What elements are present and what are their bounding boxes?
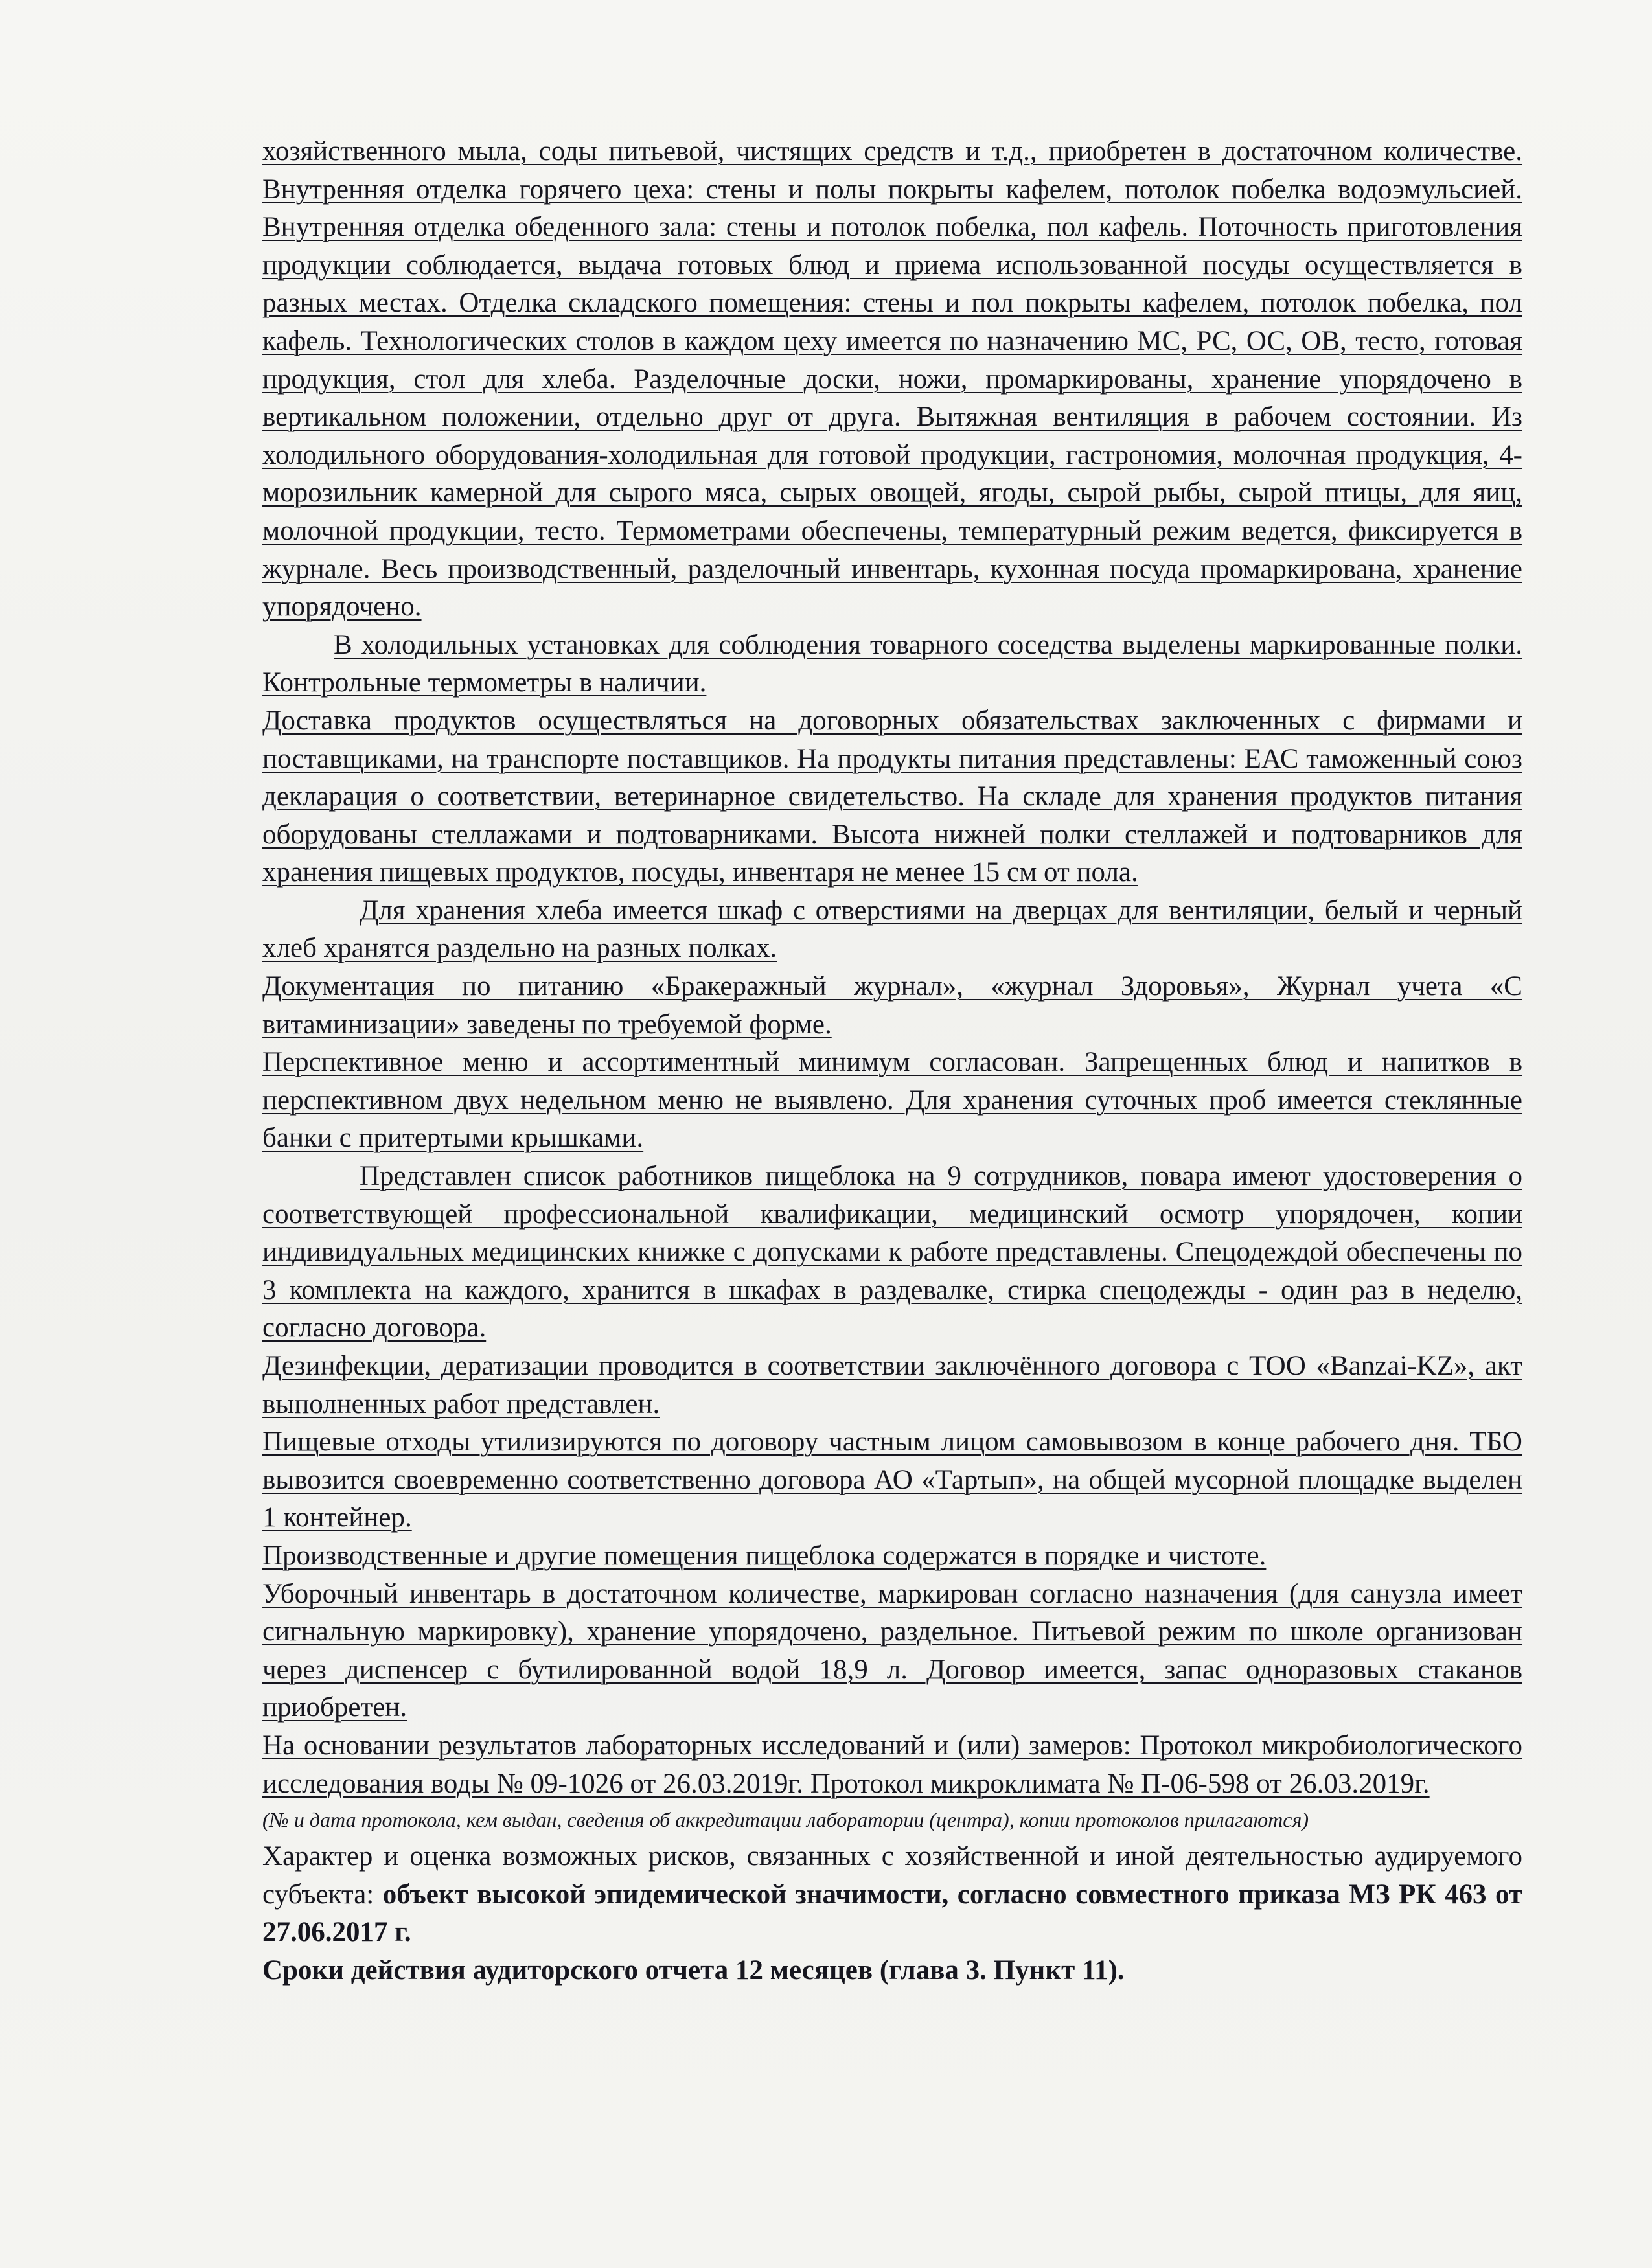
paragraph-staff: Представлен список работников пищеблока на 9 сотрудников, повара имеют удостоверения о соответствующей профессиональной квалификации, медицинский осмотр упорядочен, копии индивидуальных медицинских книжке с допусками к работе представлены. Спецодеждой обеспечены по 3 комплекта на каждого, хранится в шкафах в раздевалке, стирка спецодежды - один раз в неделю, согласно договора. bbox=[262, 1161, 1522, 1344]
document-body bbox=[262, 133, 1522, 1990]
paragraph-delivery: Доставка продуктов осуществляться на договорных обязательствах заключенных с фирмами и поставщиками, на транспорте поставщиков. На продукты питания представлены: ЕАС таможенный союз декларация о соответствии, ветеринарное свидетельство. На складе для хранения продуктов питания оборудованы стеллажами и подтоварниками. Высота нижней полки стеллажей и подтоварников для хранения пищевых продуктов, посуды, инвентаря не менее 15 см от пола. bbox=[262, 705, 1522, 888]
paragraph-lab-results: На основании результатов лабораторных исследований и (или) замеров: Протокол микробиологического исследования воды № 09-1026 от 26.03.2019г. Протокол микроклимата № П-06-598 от 26.03.2019г. bbox=[262, 1730, 1522, 1799]
risk-lead-text: Характер и оценка возможных рисков, связанных с хозяйственной и иной деятельностью аудируемого субъекта: bbox=[262, 1841, 1522, 1910]
paragraph-premises: Производственные и другие помещения пищеблока содержатся в порядке и чистоте. bbox=[262, 1540, 1267, 1571]
paragraph-kitchen-equipment: хозяйственного мыла, соды питьевой, чистящих средств и т.д., приобретен в достаточном количестве. Внутренняя отделка горячего цеха: стены и полы покрыты кафелем, потолок побелка водоэмульсией. Внутренняя отделка обеденного зала: стены и потолок побелка, пол кафель. Поточность приготовления продукции соблюдается, выдача готовых блюд и приема использованной посуды осуществляется в разных местах. Отделка складского помещения: стены и пол покрыты кафелем, потолок побелка, пол кафель. Технологических столов в каждом цеху имеется по назначению МС, РС, ОС, ОВ, тесто, готовая продукция, стол для хлеба. Разделочные доски, ножи, промаркированы, хранение упорядочено в вертикальном положении, отдельно друг от друга. Вытяжная вентиляция в рабочем состоянии. Из холодильного оборудования-холодильная для готовой продукции, гастрономия, молочная продукция, 4-морозильник камерной для сырого мяса, сырых овощей, ягоды, сырой рыбы, сырой птицы, для яиц, молочной продукции, тесто. Термометрами обеспечены, температурный режим ведется, фиксируется в журнале. Весь производственный, разделочный инвентарь, кухонная посуда промаркирована, хранение упорядочено. bbox=[262, 136, 1522, 623]
paragraph-refrigeration: В холодильных установках для соблюдения товарного соседства выделены маркированные полки. Контрольные термометры в наличии. bbox=[262, 629, 1522, 698]
paragraph-disinfection: Дезинфекции, дератизации проводится в соответствии заключённого договора с ТОО «Banzai-KZ», акт выполненных работ представлен. bbox=[262, 1351, 1522, 1419]
paragraph-menu: Перспективное меню и ассортиментный минимум согласован. Запрещенных блюд и напитков в перспективном двух недельном меню не выявлено. Для хранения суточных проб имеется стеклянные банки с притертыми крышками. bbox=[262, 1047, 1522, 1154]
report-validity: Сроки действия аудиторского отчета 12 месяцев (глава 3. Пункт 11). bbox=[262, 1954, 1125, 1986]
risk-assessment-text: объект высокой эпидемической значимости, согласно совместного приказа МЗ РК 463 от 27.06.2017 г. bbox=[262, 1879, 1522, 1948]
paragraph-bread-storage: Для хранения хлеба имеется шкаф с отверстиями на дверцах для вентиляции, белый и черный хлеб хранятся раздельно на разных полках. bbox=[262, 895, 1522, 964]
protocol-note: (№ и дата протокола, кем выдан, сведения об аккредитации лаборатории (центра), копии протоколов прилагаются) bbox=[262, 1808, 1309, 1832]
paragraph-risk bbox=[262, 1838, 1522, 1952]
paragraph-documentation: Документация по питанию «Бракеражный журнал», «журнал Здоровья», Журнал учета «С витаминизации» заведены по требуемой форме. bbox=[262, 971, 1522, 1040]
paragraph-waste: Пищевые отходы утилизируются по договору частным лицом самовывозом в конце рабочего дня. ТБО вывозится своевременно соответственно договора АО «Тартып», на общей мусорной площадке выделен 1 контейнер. bbox=[262, 1426, 1522, 1533]
paragraph-cleaning-inventory: Уборочный инвентарь в достаточном количестве, маркирован согласно назначения (для санузла имеет сигнальную маркировку), хранение упорядочено, раздельное. Питьевой режим по школе организован через диспенсер с бутилированной водой 18,9 л. Договор имеется, запас одноразовых стаканов приобретен. bbox=[262, 1578, 1522, 1723]
